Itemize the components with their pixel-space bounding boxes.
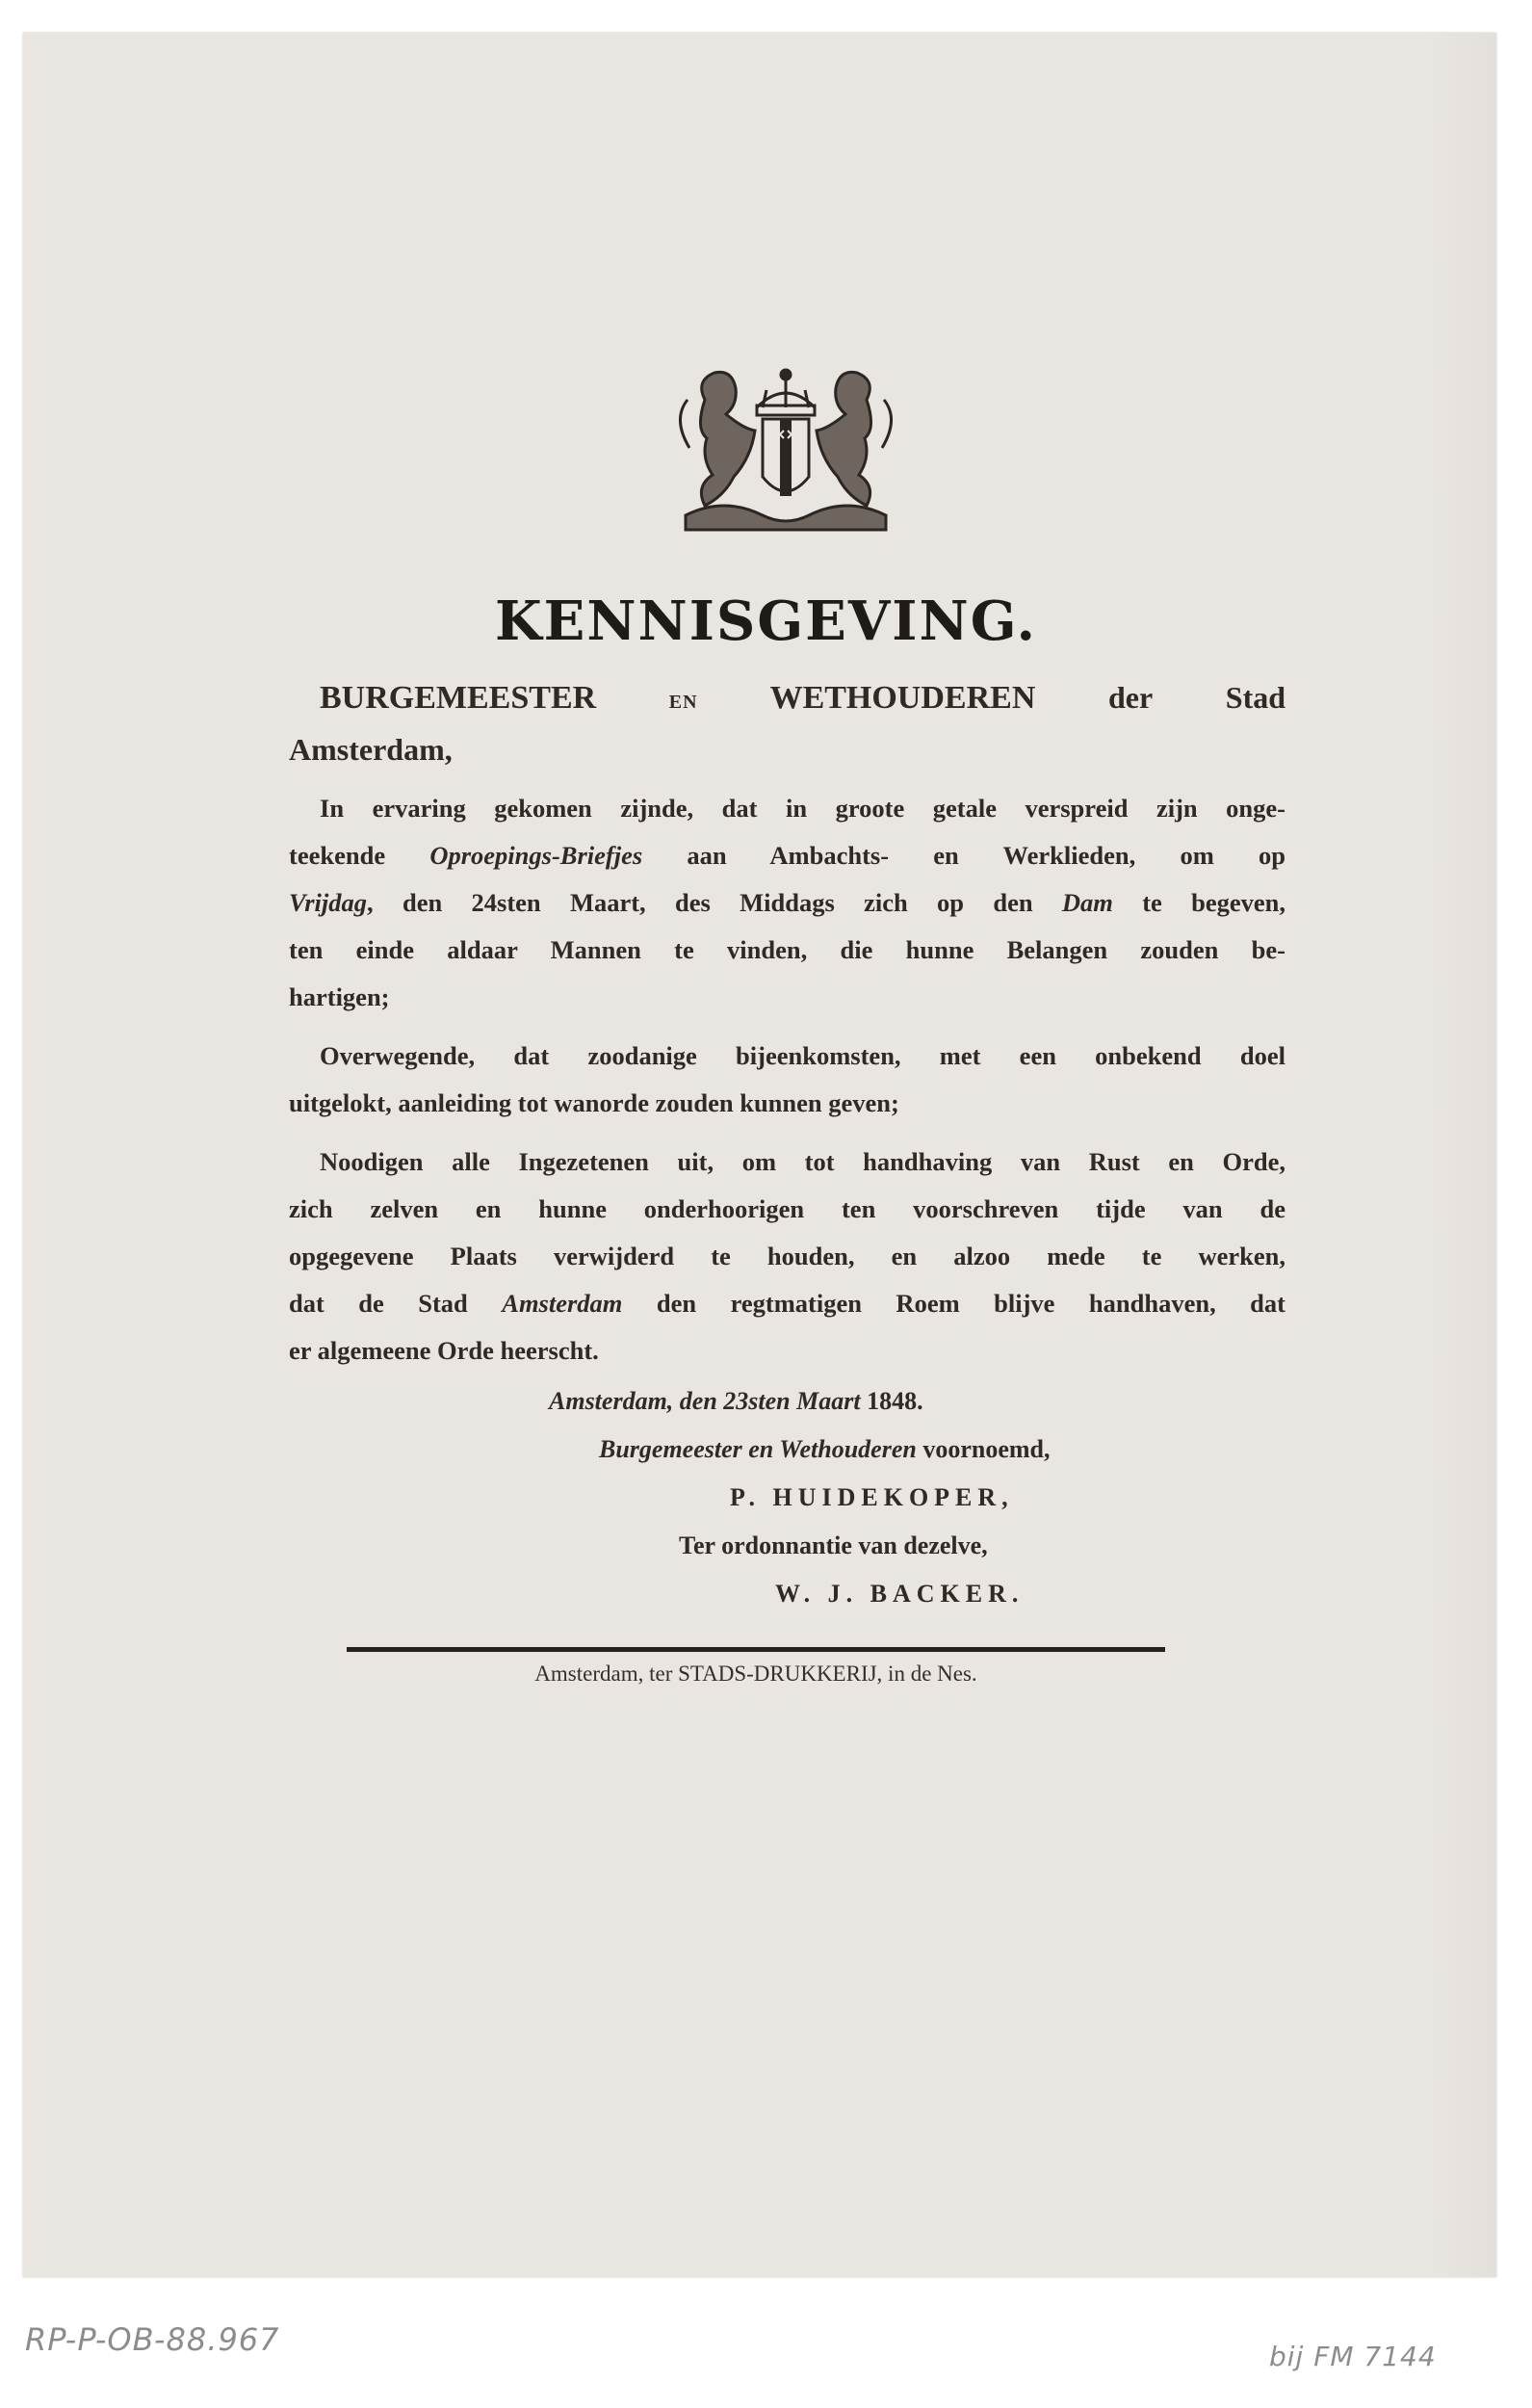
paragraph-1 [289,785,1285,1021]
text-line: hartigen; [289,982,390,1011]
text-line: Overwegende, dat zoodanige bijeenkomsten, met een onbekend doel [320,1041,1285,1070]
text-line [289,879,1285,927]
text-line: opgegevene Plaats verwijderd te houden, en alzoo mede te werken, [289,1242,1285,1270]
addressee-city: Amsterdam, [289,732,453,767]
addressee-word: EN [668,692,698,713]
text-run-italic: Vrijdag [289,888,368,917]
amsterdam-coat-of-arms-icon [666,361,905,539]
paragraph-2 [289,1033,1285,1127]
text-run: den regtmatigen Roem blijve handhaven, dat [622,1289,1285,1318]
text-line [289,832,1285,879]
text-line: er algemeene Orde heerscht. [289,1336,599,1365]
date-line [289,1377,1155,1426]
addressee-word: BURGEMEESTER [320,680,597,716]
text-run: aan Ambachts- en Werklieden, om op [642,841,1285,870]
text-line: ten einde aldaar Mannen te vinden, die hunne Belangen zouden be- [289,935,1285,964]
paragraph-3 [289,1139,1285,1374]
text-run-italic: Dam [1061,888,1113,917]
addressee-word: WETHOUDEREN [769,680,1036,716]
signature-block [289,1377,1155,1618]
body-line [289,1426,1155,1474]
text-run: dat de Stad [289,1289,503,1318]
text-run: teekende [289,841,430,870]
text-run-italic: Amsterdam [502,1289,623,1318]
notice-title: KENNISGEVING. [494,589,1038,653]
text-line: In ervaring gekomen zijnde, dat in groote getale verspreid zijn onge- [320,794,1285,823]
text-run-italic: Oproepings-Briefjes [429,841,643,870]
text-line [289,1280,1285,1327]
body-name: Burgemeester en Wethouderen [599,1435,917,1463]
text-run: , den 24sten Maart, des Middags zich op den [367,888,1062,917]
printer-imprint: Amsterdam, ter STADS-DRUKKERIJ, in de Nes. [534,1662,977,1686]
body-rest: voornoemd, [916,1435,1051,1463]
addressee-word: der [1107,680,1154,715]
reference-note: bij FM 7144 [1269,2341,1437,2372]
date-place: Amsterdam [549,1387,667,1415]
text-line: uitgelokt, aanleiding tot wanorde zouden kunnen geven; [289,1088,899,1117]
addressee-word: Stad [1225,680,1286,715]
date-text: , den 23sten Maart [666,1387,861,1415]
divider-rule [347,1647,1165,1652]
addressee-line [289,674,1285,726]
text-line: Noodigen alle Ingezetenen uit, om tot handhaving van Rust en Orde, [320,1147,1285,1176]
mayor-name: P. HUIDEKOPER, [730,1483,1014,1511]
notice-body [289,674,1285,1374]
text-run: te begeven, [1112,888,1285,917]
text-line: zich zelven en hunne onderhoorigen ten voorschreven tijde van de [289,1194,1285,1223]
order-line: Ter ordonnantie van dezelve, [679,1531,988,1559]
secretary-name: W. J. BACKER. [775,1580,1025,1608]
inventory-number: RP-P-OB-88.967 [25,2321,280,2358]
date-year: 1848. [860,1387,923,1415]
